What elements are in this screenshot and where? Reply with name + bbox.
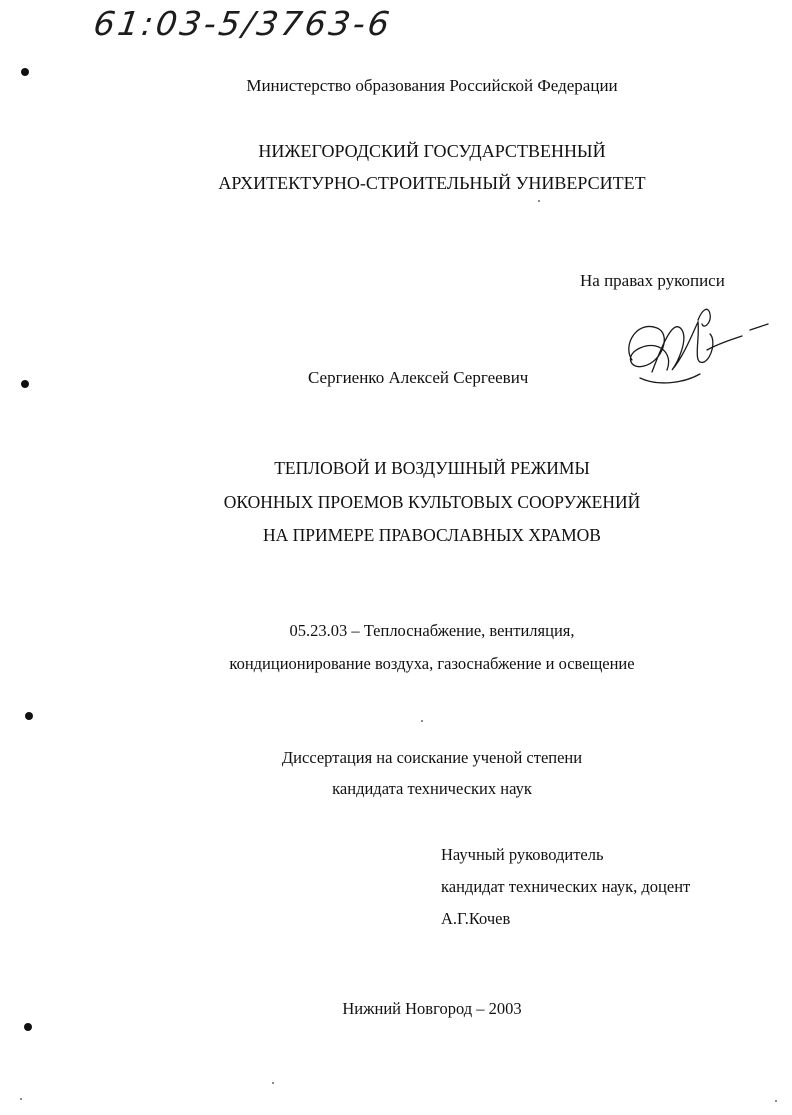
binder-hole-icon — [21, 380, 29, 388]
author-name: Сергиенко Алексей Сергеевич — [308, 368, 529, 387]
signature-icon — [612, 300, 772, 395]
specialty-line1: 05.23.03 – Теплоснабжение, вентиляция, — [289, 621, 575, 640]
supervisor-role: Научный руководитель — [441, 845, 604, 864]
supervisor-name: А.Г.Кочев — [441, 909, 511, 928]
scan-speck — [538, 200, 540, 202]
archive-code: 61:03-5/3763-6 — [91, 4, 395, 43]
thesis-title-line3: НА ПРИМЕРЕ ПРАВОСЛАВНЫХ ХРАМОВ — [263, 525, 601, 545]
thesis-title-line1: ТЕПЛОВОЙ И ВОЗДУШНЫЙ РЕЖИМЫ — [274, 458, 590, 478]
binder-hole-icon — [21, 68, 29, 76]
thesis-title-line2: ОКОННЫХ ПРОЕМОВ КУЛЬТОВЫХ СООРУЖЕНИЙ — [223, 492, 641, 512]
scan-speck — [421, 720, 423, 722]
binder-hole-icon — [24, 1023, 32, 1031]
dissertation-line1: Диссертация на соискание ученой степени — [281, 748, 583, 767]
dissertation-line2: кандидата технических наук — [332, 779, 532, 798]
binder-hole-icon — [25, 712, 33, 720]
scan-speck — [272, 1082, 274, 1084]
specialty-line2: кондиционирование воздуха, газоснабжение и освещение — [229, 654, 635, 673]
university-name-line2: АРХИТЕКТУРНО-СТРОИТЕЛЬНЫЙ УНИВЕРСИТЕТ — [218, 173, 646, 193]
ministry-name: Министерство образования Российской Федерации — [246, 76, 618, 95]
scan-speck — [20, 1098, 22, 1100]
supervisor-degree: кандидат технических наук, доцент — [441, 877, 691, 896]
rights-note: На правах рукописи — [580, 271, 725, 290]
scan-speck — [775, 1100, 777, 1102]
university-name-line1: НИЖЕГОРОДСКИЙ ГОСУДАРСТВЕННЫЙ — [258, 141, 606, 161]
city-year: Нижний Новгород – 2003 — [342, 999, 522, 1018]
